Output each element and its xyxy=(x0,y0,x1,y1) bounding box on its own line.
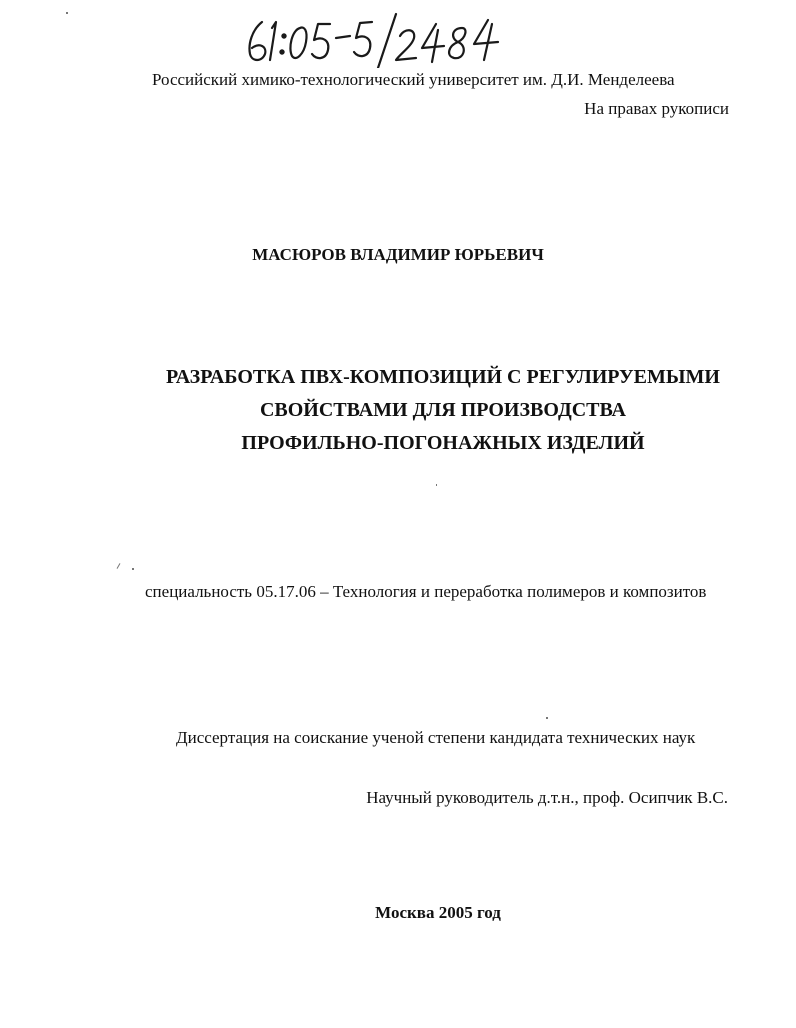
scan-speck xyxy=(436,484,437,486)
title-line: РАЗРАБОТКА ПВХ-КОМПОЗИЦИЙ С РЕГУЛИРУЕМЫМИ xyxy=(166,366,720,388)
city-and-year: Москва 2005 год xyxy=(375,903,501,922)
author-name: МАСЮРОВ ВЛАДИМИР ЮРЬЕВИЧ xyxy=(252,245,544,264)
scientific-supervisor: Научный руководитель д.т.н., проф. Осипчик В.С. xyxy=(366,788,728,807)
scan-speck xyxy=(117,563,121,569)
title-line: СВОЙСТВАМИ ДЛЯ ПРОИЗВОДСТВА xyxy=(259,399,627,421)
specialty-line: специальность 05.17.06 – Технология и переработка полимеров и композитов xyxy=(145,582,707,601)
university-name: Российский химико-технологический университет им. Д.И. Менделеева xyxy=(152,70,675,89)
dissertation-degree-line: Диссертация на соискание ученой степени кандидата технических наук xyxy=(176,728,696,747)
manuscript-rights-note: На правах рукописи xyxy=(584,99,729,118)
title-line: ПРОФИЛЬНО-ПОГОНАЖНЫХ ИЗДЕЛИЙ xyxy=(241,432,645,454)
handwritten-archive-number xyxy=(240,8,520,68)
scan-speck xyxy=(546,717,548,719)
scan-speck xyxy=(132,568,134,570)
dissertation-title xyxy=(0,361,796,460)
scan-speck xyxy=(66,12,68,14)
